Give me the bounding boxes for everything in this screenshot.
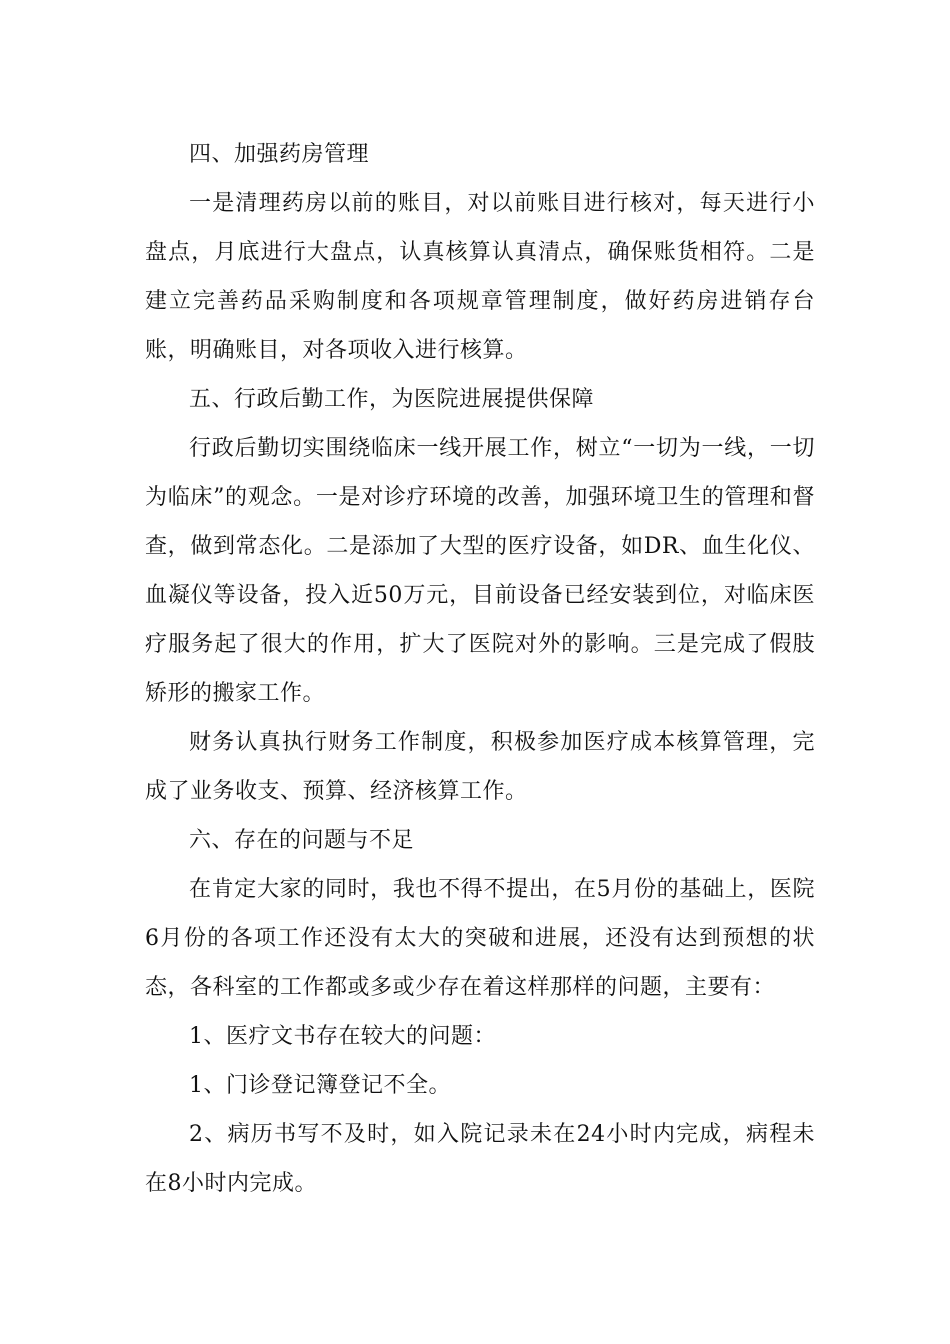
list-item-medical-records: 1、医疗文书存在较大的问题：	[189, 1024, 496, 1049]
section-heading-logistics: 五、行政后勤工作，为医院进展提供保障	[189, 387, 595, 412]
paragraph-logistics: 行政后勤切实围绕临床一线开展工作，树立“一切为一线，一切为临床”的观念。一是对诊疗环境的改善，加强环境卫生的管理和督查，做到常态化。二是添加了大型的医疗设备，如DR、血生化仪、血凝仪等设备，投入近50万元，目前设备已经安装到位，对临床医疗服务起了很大的作用，扩大了医院对外的影响。三是完成了假肢矫形的搬家工作。	[145, 436, 815, 706]
section-heading-pharmacy: 四、加强药房管理	[189, 142, 370, 167]
list-item-case-history: 2、病历书写不及时，如入院记录未在24小时内完成，病程未在8小时内完成。	[145, 1122, 815, 1196]
list-item-outpatient-register: 1、门诊登记簿登记不全。	[189, 1073, 451, 1098]
paragraph-problems: 在肯定大家的同时，我也不得不提出，在5月份的基础上，医院6月份的各项工作还没有太大的突破和进展，还没有达到预想的状态，各科室的工作都或多或少存在着这样那样的问题，主要有：	[145, 877, 815, 1000]
section-heading-problems: 六、存在的问题与不足	[189, 828, 415, 853]
document-body	[145, 130, 815, 1208]
paragraph-finance: 财务认真执行财务工作制度，积极参加医疗成本核算管理，完成了业务收支、预算、经济核算工作。	[145, 730, 815, 804]
paragraph-pharmacy: 一是清理药房以前的账目，对以前账目进行核对，每天进行小盘点，月底进行大盘点，认真核算认真清点，确保账货相符。二是建立完善药品采购制度和各项规章管理制度，做好药房进销存台账，明确账目，对各项收入进行核算。	[145, 191, 815, 363]
